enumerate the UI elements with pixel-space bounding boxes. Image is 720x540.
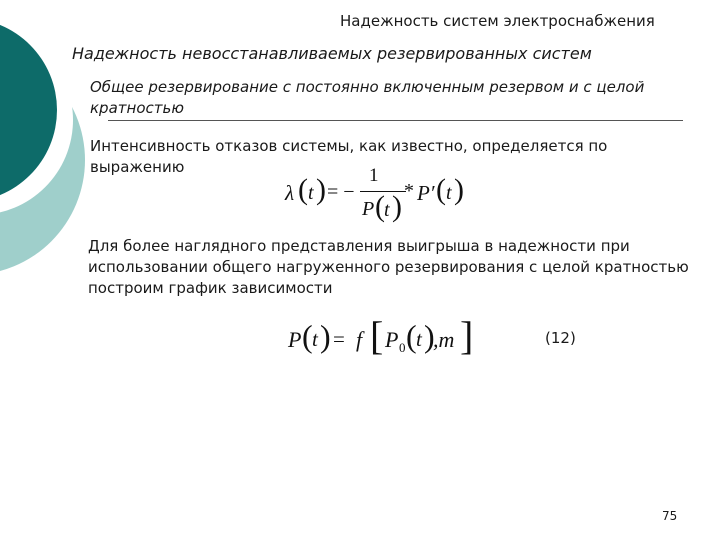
formula2-t: t [312, 327, 318, 351]
formula2-equals: = [333, 327, 345, 351]
formula1-den-paren-close: ) [392, 190, 402, 223]
formula1-paren2-close: ) [454, 173, 464, 206]
formula2-P: P [288, 327, 302, 352]
paragraph-graph-intro: Для более наглядного представления выигрыша в надежности при использовании общего нагруженного резервирования с целой кратностью построим график зависимости [88, 237, 689, 297]
formula2-bracket-close: ] [460, 313, 474, 358]
formula1-den-t: t [384, 199, 390, 221]
underline-rule [108, 120, 683, 121]
formula1-t2: t [446, 182, 452, 204]
paragraph-failure-intensity: Интенсивность отказов системы, как известно, определяется по выражению [90, 137, 608, 176]
slide-subtitle: Надежность невосстанавливаемых резервированных систем [72, 44, 592, 63]
equation-number: (12) [545, 329, 576, 347]
formula2-P0: P [385, 327, 399, 352]
formula2-f: f [356, 327, 363, 352]
formula2-paren2-close: ) [424, 318, 435, 354]
header-title: Надежность систем электроснабжения [340, 12, 655, 30]
formula1-t: t [308, 182, 314, 204]
formula1-numerator: 1 [369, 165, 379, 186]
paragraph-reservation-type: Общее резервирование с постоянно включенным резервом и с целой кратностью [90, 78, 645, 117]
formula1-p-prime: P′ [417, 181, 435, 205]
page-number: 75 [662, 509, 678, 523]
formula1-paren2-open: ( [436, 173, 446, 206]
formula2-bracket-open: [ [370, 313, 384, 358]
formula2-paren-open: ( [302, 318, 313, 354]
formula2-subscript: 0 [399, 340, 406, 355]
formula2-paren2-open: ( [406, 318, 417, 354]
formula1-star: * [404, 180, 414, 202]
formula1-paren-close: ) [316, 173, 326, 206]
formula1-lambda: λ [285, 181, 295, 205]
formula1-equals: = − [327, 181, 355, 203]
formula2-paren-close: ) [320, 318, 331, 354]
formula2-m: ,m [433, 327, 455, 352]
formula2-t2: t [416, 327, 422, 351]
formula1-den-paren-open: ( [375, 190, 385, 223]
formula1-paren-open: ( [298, 173, 308, 206]
formula1-den-P: P [362, 198, 375, 220]
